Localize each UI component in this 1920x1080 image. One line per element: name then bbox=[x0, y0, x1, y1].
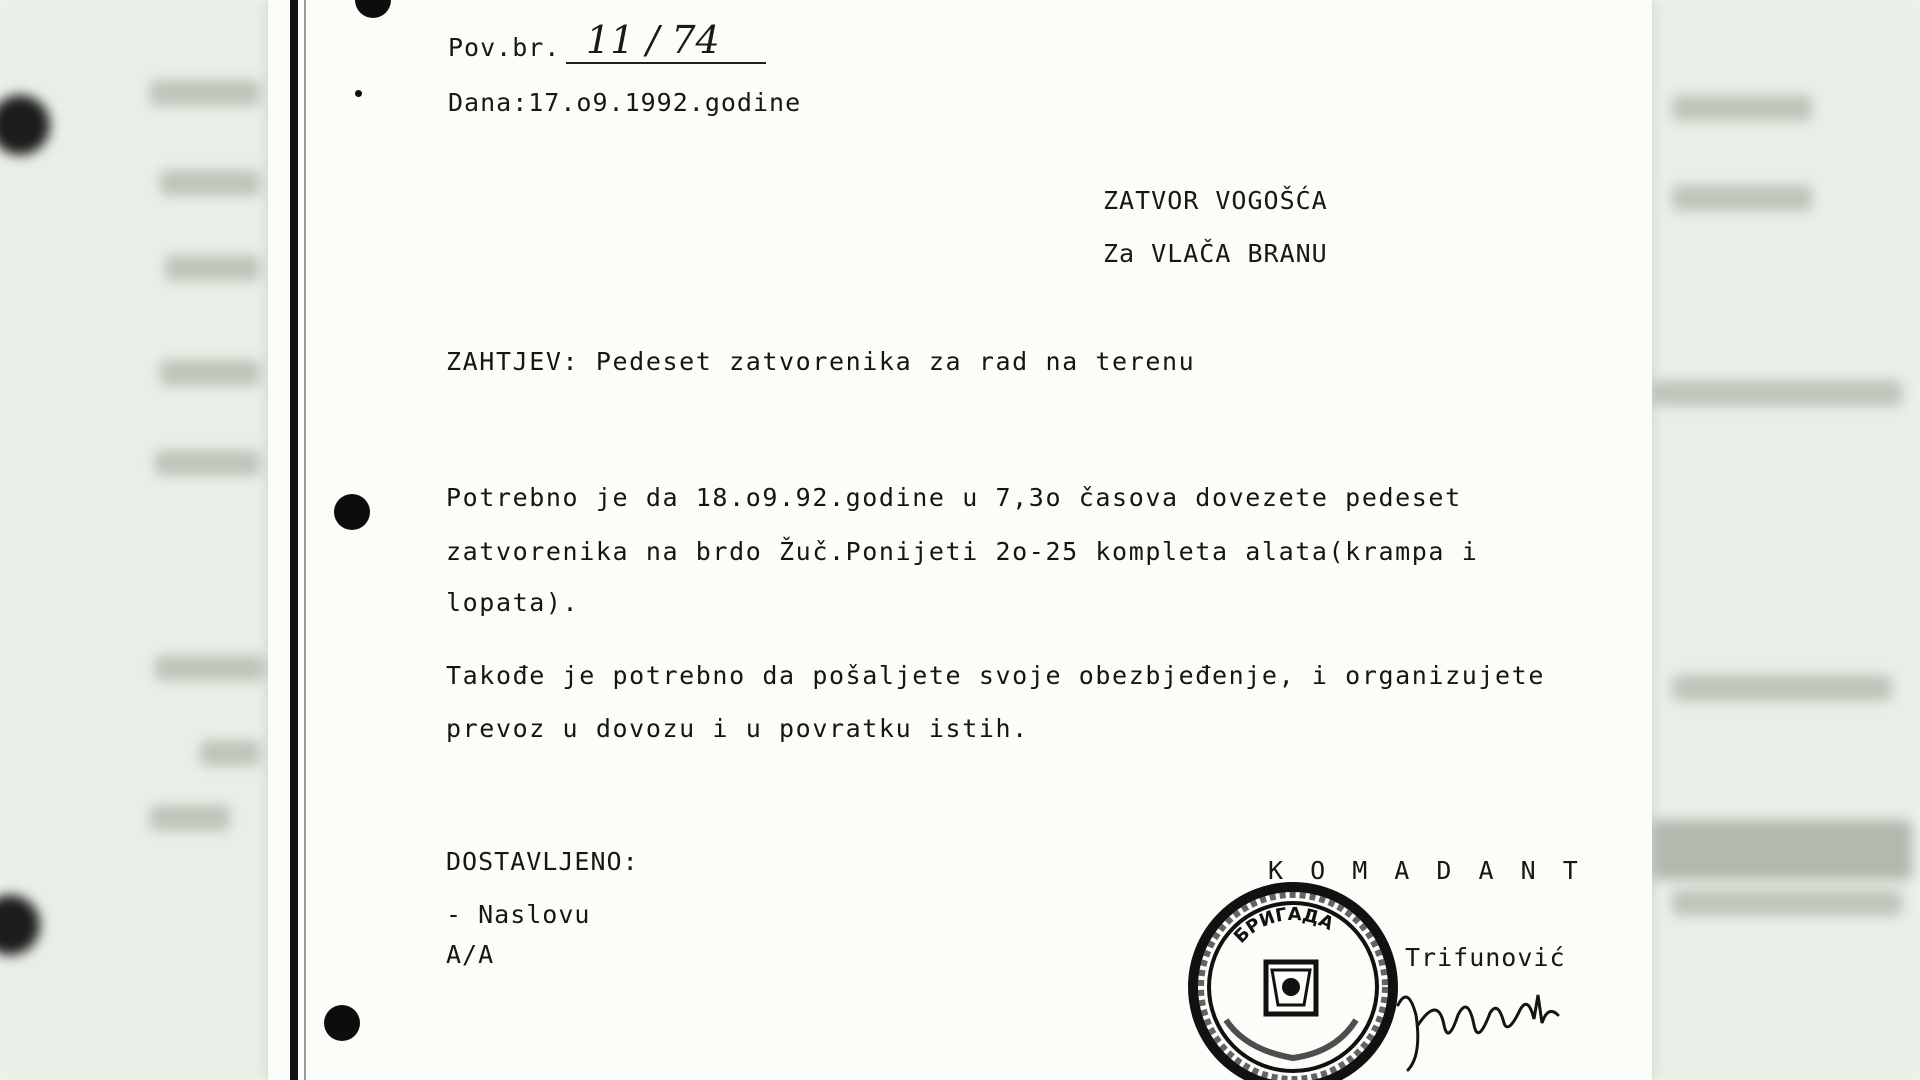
margin-rule-thin bbox=[304, 0, 306, 1080]
blurred-text bbox=[150, 805, 230, 831]
delivered-label: DOSTAVLJENO: bbox=[446, 847, 639, 876]
blurred-punch-hole bbox=[0, 95, 50, 155]
blurred-text bbox=[1672, 185, 1812, 211]
ink-dot bbox=[355, 90, 362, 97]
paragraph-2-line-1: Takođe je potrebno da pošaljete svoje obezbjeđenje, i organizujete bbox=[446, 661, 1545, 690]
blurred-text bbox=[150, 80, 260, 106]
document-page bbox=[268, 0, 1652, 1080]
official-stamp bbox=[1186, 880, 1400, 1080]
blurred-background-right bbox=[1652, 0, 1920, 1080]
paragraph-1-line-2: zatvorenika na brdo Žuč.Ponijeti 2o-25 kompleta alata(krampa i bbox=[446, 537, 1479, 566]
delivered-item-1: - Naslovu bbox=[446, 900, 591, 929]
paragraph-1-line-1: Potrebno je da 18.o9.92.godine u 7,3o časova dovezete pedeset bbox=[446, 483, 1462, 512]
blurred-text bbox=[200, 740, 260, 766]
margin-rule bbox=[290, 0, 298, 1080]
blurred-text bbox=[160, 360, 260, 386]
addressee-line-1: ZATVOR VOGOŠĆA bbox=[1103, 186, 1328, 215]
signatory-name: Trifunović bbox=[1405, 943, 1566, 972]
reference-number: 11 / 74 bbox=[586, 18, 720, 62]
addressee-line-2: Za VLAČA BRANU bbox=[1103, 239, 1328, 268]
signatory-title: K O M A D A N T bbox=[1268, 856, 1584, 885]
subject-line: ZAHTJEV: Pedeset zatvorenika za rad na terenu bbox=[446, 347, 1196, 376]
delivered-item-2: A/A bbox=[446, 940, 495, 969]
reference-underline bbox=[566, 62, 766, 64]
blurred-stamp bbox=[1652, 820, 1912, 880]
blurred-text bbox=[165, 255, 260, 281]
punch-hole bbox=[355, 0, 391, 18]
blurred-text bbox=[1652, 380, 1902, 406]
blurred-background-left bbox=[0, 0, 268, 1080]
paragraph-2-line-2: prevoz u dovozu i u povratku istih. bbox=[446, 714, 1029, 743]
blurred-text bbox=[155, 450, 260, 476]
blurred-text bbox=[1672, 95, 1812, 121]
blurred-text bbox=[1672, 890, 1902, 916]
punch-hole bbox=[334, 494, 370, 530]
handwritten-signature bbox=[1378, 975, 1578, 1075]
blurred-text bbox=[155, 655, 265, 681]
punch-hole bbox=[324, 1005, 360, 1041]
blurred-punch-hole bbox=[0, 895, 40, 955]
blurred-text bbox=[160, 170, 260, 196]
date-line: Dana:17.o9.1992.godine bbox=[448, 88, 802, 117]
reference-label: Pov.br. bbox=[448, 33, 561, 62]
stamp-text: БРИГАДА bbox=[1229, 903, 1337, 948]
blurred-text bbox=[1672, 675, 1892, 701]
paragraph-1-line-3: lopata). bbox=[446, 588, 580, 617]
